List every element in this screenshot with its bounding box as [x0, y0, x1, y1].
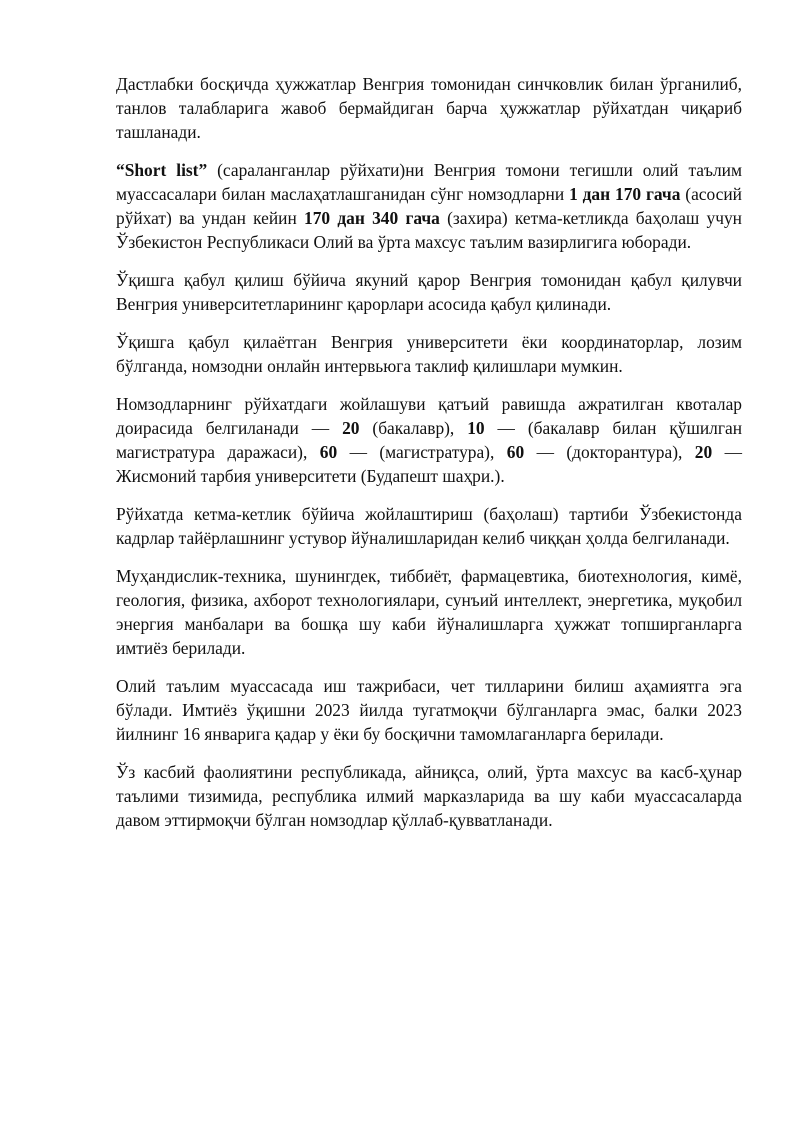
paragraph-1: Дастлабки босқичда ҳужжатлар Венгрия томонидан синчковлик билан ўрганилиб, танлов талабларига жавоб бермайдиган барча ҳужжатлар рўйхатдан чиқариб ташланади. — [116, 74, 742, 142]
quota-master: 60 — [319, 442, 338, 462]
reserve-list-range: 170 дан 340 гача — [304, 208, 440, 228]
paragraph-2 — [116, 158, 742, 254]
paragraph-4: Ўқишга қабул қилаётган Венгрия университети ёки координаторлар, лозим бўлганда, номзодни онлайн интервьюга таклиф қилишлари мумкин. — [116, 332, 742, 376]
paragraph-5-text-1: Номзодларнинг рўйхатдаги жойлашуви қатъий равишда ажратилган квоталар доирасида белгиланади — — [116, 394, 742, 438]
paragraph-3: Ўқишга қабул қилиш бўйича якуний қарор Венгрия томонидан қабул қилувчи Венгрия университетларининг қарорлари асосида қабул қилинади. — [116, 270, 742, 314]
paragraph-2-text-3: (захира) кетма-кетликда баҳолаш учун Ўзбекистон Республикаси Олий ва ўрта махсус таълим вазирлигига юборади. — [116, 208, 742, 252]
paragraph-6: Рўйхатда кетма-кетлик бўйича жойлаштириш (баҳолаш) тартиби Ўзбекистонда кадрлар тайёрлашнинг устувор йўналишларидан келиб чиққан ҳолда белгиланади. — [116, 504, 742, 548]
paragraph-2-text-2: (асосий рўйхат) ва ундан кейин — [116, 184, 742, 228]
paragraph-2-text-1: (сараланганлар рўйхати)ни Венгрия томони тегишли олий таълим муассасалари билан маслаҳатлашганидан сўнг номзодларни — [116, 160, 742, 204]
paragraph-9: Ўз касбий фаолиятини республикада, айниқса, олий, ўрта махсус ва касб-ҳунар таълими тизимида, республика илмий марказларида ва шу каби муассасаларда давом эттирмоқчи бўлган номзодлар қўллаб-қувватланади. — [116, 762, 742, 830]
quota-sport-university: 20 — [694, 442, 713, 462]
paragraph-5-text-6: — Жисмоний тарбия университети (Будапешт шаҳри.). — [116, 442, 742, 486]
paragraph-5-text-3: — (бакалавр билан қўшилган магистратура даражаси), — [116, 418, 742, 462]
paragraph-5 — [116, 392, 742, 488]
quota-bachelor: 20 — [342, 418, 360, 438]
main-list-range: 1 дан 170 гача — [569, 184, 681, 204]
quota-doctorate: 60 — [506, 442, 525, 462]
document-body — [116, 72, 742, 846]
paragraph-8: Олий таълим муассасада иш тажрибаси, чет тилларини билиш аҳамиятга эга бўлади. Имтиёз ўқишни 2023 йилда тугатмоқчи бўлганларга эмас, балки 2023 йилнинг 16 январига қадар у ёки бу босқични тамомлаганларга берилади. — [116, 676, 742, 744]
short-list-term: “Short list” — [116, 160, 208, 180]
paragraph-7: Муҳандислик-техника, шунингдек, тиббиёт, фармацевтика, биотехнология, кимё, геология, физика, ахборот технологиялари, сунъий интеллект, энергетика, муқобил энергия манбалари ва бошқа шу каби йўналишларга ҳужжат топширганларга имтиёз берилади. — [116, 566, 742, 658]
paragraph-5-text-2: (бакалавр), — [359, 418, 468, 438]
quota-integrated-master: 10 — [467, 418, 485, 438]
paragraph-5-text-4: — (магистратура), — [337, 442, 507, 462]
paragraph-5-text-5: — (докторантура), — [524, 442, 695, 462]
